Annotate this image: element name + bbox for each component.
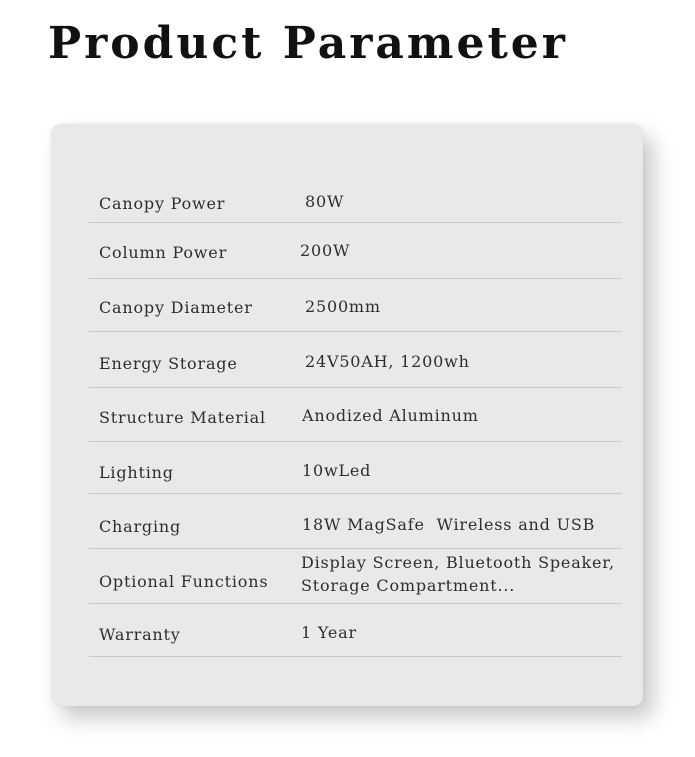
parameter-row-structure-material: [89, 388, 622, 442]
parameter-row-charging: [89, 494, 622, 549]
parameter-value: 10wLed: [302, 461, 372, 480]
parameter-label: Charging: [99, 517, 182, 536]
parameter-label: Column Power: [99, 243, 228, 262]
page-title: Product Parameter: [48, 18, 568, 69]
parameter-row-energy-storage: [89, 332, 622, 388]
parameter-value-line-1: Display Screen, Bluetooth Speaker,: [301, 553, 615, 572]
parameter-row-lighting: [89, 442, 622, 494]
parameter-row-canopy-power: [89, 182, 622, 223]
parameter-value: Anodized Aluminum: [302, 406, 479, 425]
parameter-value: 24V50AH, 1200wh: [305, 352, 470, 371]
parameter-label: Warranty: [99, 625, 181, 644]
parameter-row-optional-functions: [89, 549, 622, 604]
parameter-value-line-2: Storage Compartment...: [301, 576, 516, 595]
parameter-label: Energy Storage: [99, 354, 238, 373]
parameter-row-column-power: [89, 223, 622, 279]
parameter-label: Canopy Power: [99, 194, 226, 213]
parameter-label: Canopy Diameter: [99, 298, 253, 317]
parameter-label: Optional Functions: [99, 572, 269, 591]
parameter-value: 200W: [300, 241, 351, 260]
parameter-label: Structure Material: [99, 408, 266, 427]
parameter-label: Lighting: [99, 463, 174, 482]
parameter-value: 1 Year: [301, 623, 357, 642]
parameter-row-warranty: [89, 604, 622, 657]
parameter-value: 2500mm: [305, 297, 381, 316]
parameter-value: 18W MagSafe Wireless and USB: [302, 515, 596, 534]
parameter-value: 80W: [305, 192, 345, 211]
parameter-row-canopy-diameter: [89, 279, 622, 332]
parameter-card: [51, 124, 643, 706]
